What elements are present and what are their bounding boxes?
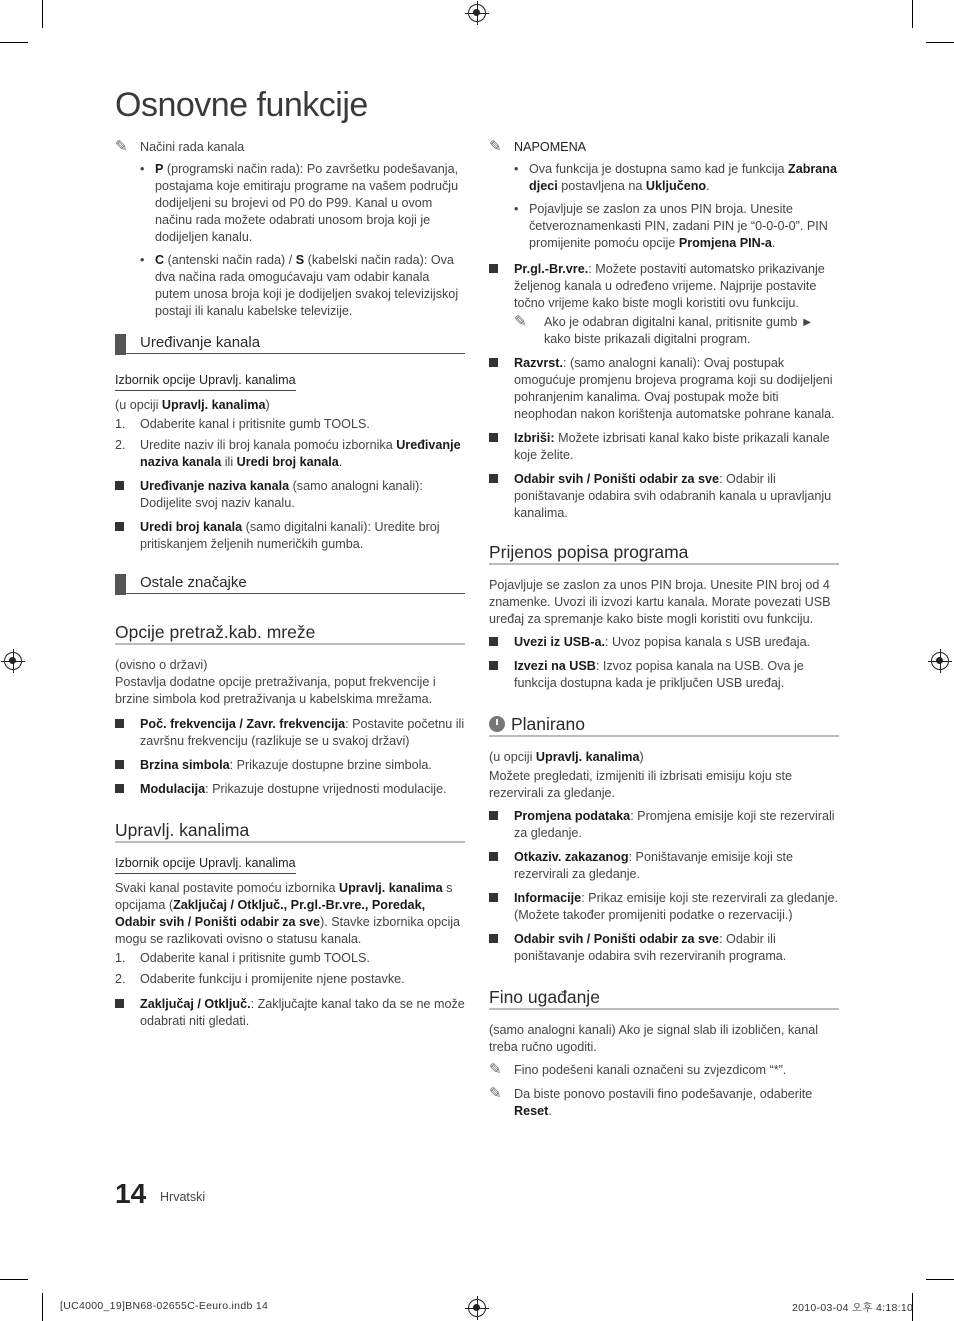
footer-timestamp: 2010-03-04 오후 4:18:10 xyxy=(792,1302,914,1314)
square-bullet-icon xyxy=(489,893,498,902)
section-heading-cable-search: Opcije pretraž.kab. mreže xyxy=(115,624,465,645)
list-item: Brzina simbola: Prikazuje dostupne brzine simbola. xyxy=(115,757,465,774)
list-item: Izbriši: Možete izbrisati kanal kako biste prikazali kanale koje želite. xyxy=(489,430,839,464)
square-bullet-icon xyxy=(489,852,498,861)
heading-bar-icon xyxy=(115,574,126,595)
note-item: ✎ Fino podešeni kanali označeni su zvjezdicom “*”. xyxy=(489,1061,787,1078)
footer-file-info: [UC4000_19]BN68-02655C-Eeuro.indb 14 xyxy=(60,1300,269,1312)
paragraph: (ovisno o državi) xyxy=(115,658,208,672)
note-bullet: • Ova funkcija je dostupna samo kad je funkcija Zabrana djeci postavljena na Uključeno. xyxy=(514,162,838,193)
note-channel-modes: ✎ Načini rada kanala xyxy=(115,138,245,155)
list-item: Modulacija: Prikazuje dostupne vrijednosti modulacije. xyxy=(115,781,465,798)
paragraph: Postavlja dodatne opcije pretraživanja, poput frekvencije i brzine simbola kod pretraživanja u kabelskima mrežama. xyxy=(115,675,436,706)
square-bullet-icon xyxy=(489,811,498,820)
crop-mark xyxy=(0,1279,28,1280)
crop-mark xyxy=(42,1293,43,1321)
list-item: Odabir svih / Poništi odabir za sve: Odabir ili poništavanje odabira svih rezerviranih programa. xyxy=(489,931,839,965)
bullet-dot-icon: • xyxy=(140,253,145,267)
paragraph: (samo analogni kanali) Ako je signal slab ili izobličen, kanal treba ručno ugoditi. xyxy=(489,1023,819,1054)
square-bullet-icon xyxy=(489,264,498,273)
step-item: 2. Uredite naziv ili broj kanala pomoću izbornika Uređivanje naziva kanala ili Uredi broj kanala. xyxy=(115,438,461,469)
section-heading-channel-manager: Upravlj. kanalima xyxy=(115,822,465,843)
clock-icon xyxy=(489,716,505,732)
pencil-note-icon: ✎ xyxy=(514,313,527,330)
registration-mark-icon xyxy=(468,4,486,22)
list-item: Uređivanje naziva kanala (samo analogni kanali): Dodijelite svoj naziv kanalu. xyxy=(115,478,465,512)
square-bullet-icon xyxy=(489,433,498,442)
list-item: Poč. frekvencija / Zavr. frekvencija: Postavite početnu ili završnu frekvenciju (razlikuje se u svakoj državi) xyxy=(115,716,465,750)
section-heading-fine-tune: Fino ugađanje xyxy=(489,989,839,1010)
page-title: Osnovne funkcije xyxy=(115,86,368,124)
bullet-dot-icon: • xyxy=(140,162,145,176)
section-heading-other-features: Ostale značajke xyxy=(115,574,465,594)
pencil-note-icon: ✎ xyxy=(115,138,128,155)
pencil-note-icon: ✎ xyxy=(489,138,502,155)
registration-mark-icon xyxy=(468,1299,486,1317)
menu-heading: Izbornik opcije Upravlj. kanalima xyxy=(115,372,296,391)
paragraph: Svaki kanal postavite pomoću izbornika Upravlj. kanalima s opcijama (Zaključaj / Otključ., Pr.gl.-Br.vre., Poredak, Odabir svih / Poništi odabir za sve). Stavke izbornika opcija mogu se razlikovati ovisno o statusu kanala. xyxy=(115,881,461,946)
list-item: Uvezi iz USB-a.: Uvoz popisa kanala s USB uređaja. xyxy=(489,634,839,651)
square-bullet-icon xyxy=(115,481,124,490)
context-text: (u opciji Upravlj. kanalima) xyxy=(489,750,644,764)
page-number: 14 xyxy=(115,1178,147,1209)
square-bullet-icon xyxy=(489,661,498,670)
paragraph: Pojavljuje se zaslon za unos PIN broja. Unesite PIN broj od 4 znamenke. Uvozi ili izvozi kartu kanala. Morate povezati USB uređaj za spremanje kako biste mogli koristiti ovu funkciju. xyxy=(489,578,831,626)
left-column xyxy=(115,139,465,1037)
sub-note: ✎ Ako je odabran digitalni kanal, pritisnite gumb ► kako biste prikazali digitalni program. xyxy=(514,313,814,346)
list-item: Promjena podataka: Promjena emisije koji ste rezervirali za gledanje. xyxy=(489,808,839,842)
bullet-dot-icon: • xyxy=(514,202,519,216)
square-bullet-icon xyxy=(489,934,498,943)
bullet-dot-icon: • xyxy=(514,162,519,176)
crop-mark xyxy=(0,42,28,43)
pencil-note-icon: ✎ xyxy=(489,1061,502,1078)
square-bullet-icon xyxy=(115,999,124,1008)
list-item: Zaključaj / Otključ.: Zaključajte kanal tako da se ne može odabrati niti gledati. xyxy=(115,996,465,1030)
menu-heading: Izbornik opcije Upravlj. kanalima xyxy=(115,855,296,874)
crop-mark xyxy=(926,1279,954,1280)
square-bullet-icon xyxy=(115,760,124,769)
square-bullet-icon xyxy=(489,637,498,646)
section-heading-edit-channel: Uređivanje kanala xyxy=(115,334,465,354)
heading-bar-icon xyxy=(115,334,126,355)
list-item: Uredi broj kanala (samo digitalni kanali): Uredite broj pritiskanjem željenih numeričkih gumba. xyxy=(115,519,465,553)
step-item: 1. Odaberite kanal i pritisnite gumb TOOLS. xyxy=(115,417,370,431)
section-heading-transfer-list: Prijenos popisa programa xyxy=(489,544,839,565)
list-item: Razvrst.: (samo analogni kanali): Ovaj postupak omogućuje promjenu brojeva programa koji su dodijeljeni pohranjenim kanalima. Ovaj postupak može biti neophodan nakon korištenja automatske pohrane kanala. xyxy=(489,355,839,423)
note-item: ✎ Da biste ponovo postavili fino podešavanje, odaberite Reset. xyxy=(489,1085,813,1118)
crop-mark xyxy=(912,0,913,28)
square-bullet-icon xyxy=(115,784,124,793)
note-bullet: • Pojavljuje se zaslon za unos PIN broja. Unesite četveroznamenkasti PIN, zadani PIN je “0-0-0-0”. PIN promijenite pomoću opcije Promjena PIN-a. xyxy=(514,202,828,250)
list-item: Informacije: Prikaz emisije koji ste rezervirali za gledanje. (Možete također promijeniti podatke o rezervaciji.) xyxy=(489,890,839,924)
list-item: Otkaziv. zakazanog: Poništavanje emisije koji ste rezervirali za gledanje. xyxy=(489,849,839,883)
step-item: 2. Odaberite funkciju i promijenite njene postavke. xyxy=(115,972,405,986)
bullet-c-s-mode: • C (antenski način rada) / S (kabelski način rada): Ova dva načina rada omogućavaju vam odabir kanala putem unosa broja koji je dodijeljen svakoj televizijskoj postaji ili kanalu kabelske televizije. xyxy=(140,253,459,318)
pencil-note-icon: ✎ xyxy=(489,1085,502,1102)
bullet-p-mode: • P (programski način rada): Po završetku podešavanja, postajama koje emitiraju programe na vašem području dodijeljeni su brojevi od P0 do P99. Kanal u ovom načinu rada možete odabrati unosom broja koji je dodijeljen kanalu. xyxy=(140,162,459,244)
square-bullet-icon xyxy=(115,522,124,531)
step-item: 1. Odaberite kanal i pritisnite gumb TOOLS. xyxy=(115,951,370,965)
paragraph: Možete pregledati, izmijeniti ili izbrisati emisiju koju ste rezervirali za gledanje. xyxy=(489,769,793,800)
list-item: Izvezi na USB: Izvoz popisa kanala na USB. Ova je funkcija dostupna kada je priključen USB uređaj. xyxy=(489,658,839,692)
list-item: Pr.gl.-Br.vre.: Možete postaviti automatsko prikazivanje željenog kanala u određeno vrijeme. Najprije postavite točno vrijeme kako biste mogli koristiti ovu funkciju. xyxy=(489,261,839,312)
context-text: (u opciji Upravlj. kanalima) xyxy=(115,398,270,412)
registration-mark-icon xyxy=(4,652,22,670)
language-label: Hrvatski xyxy=(160,1190,206,1204)
section-heading-scheduled: Planirano xyxy=(489,716,839,737)
square-bullet-icon xyxy=(115,719,124,728)
crop-mark xyxy=(42,0,43,28)
registration-mark-icon xyxy=(931,652,949,670)
crop-mark xyxy=(926,42,954,43)
square-bullet-icon xyxy=(489,358,498,367)
list-item: Odabir svih / Poništi odabir za sve: Odabir ili poništavanje odabira svih odabranih kanala u upravljanju kanalima. xyxy=(489,471,839,522)
square-bullet-icon xyxy=(489,474,498,483)
note-heading: ✎ NAPOMENA xyxy=(489,138,587,155)
right-column xyxy=(489,139,839,1125)
